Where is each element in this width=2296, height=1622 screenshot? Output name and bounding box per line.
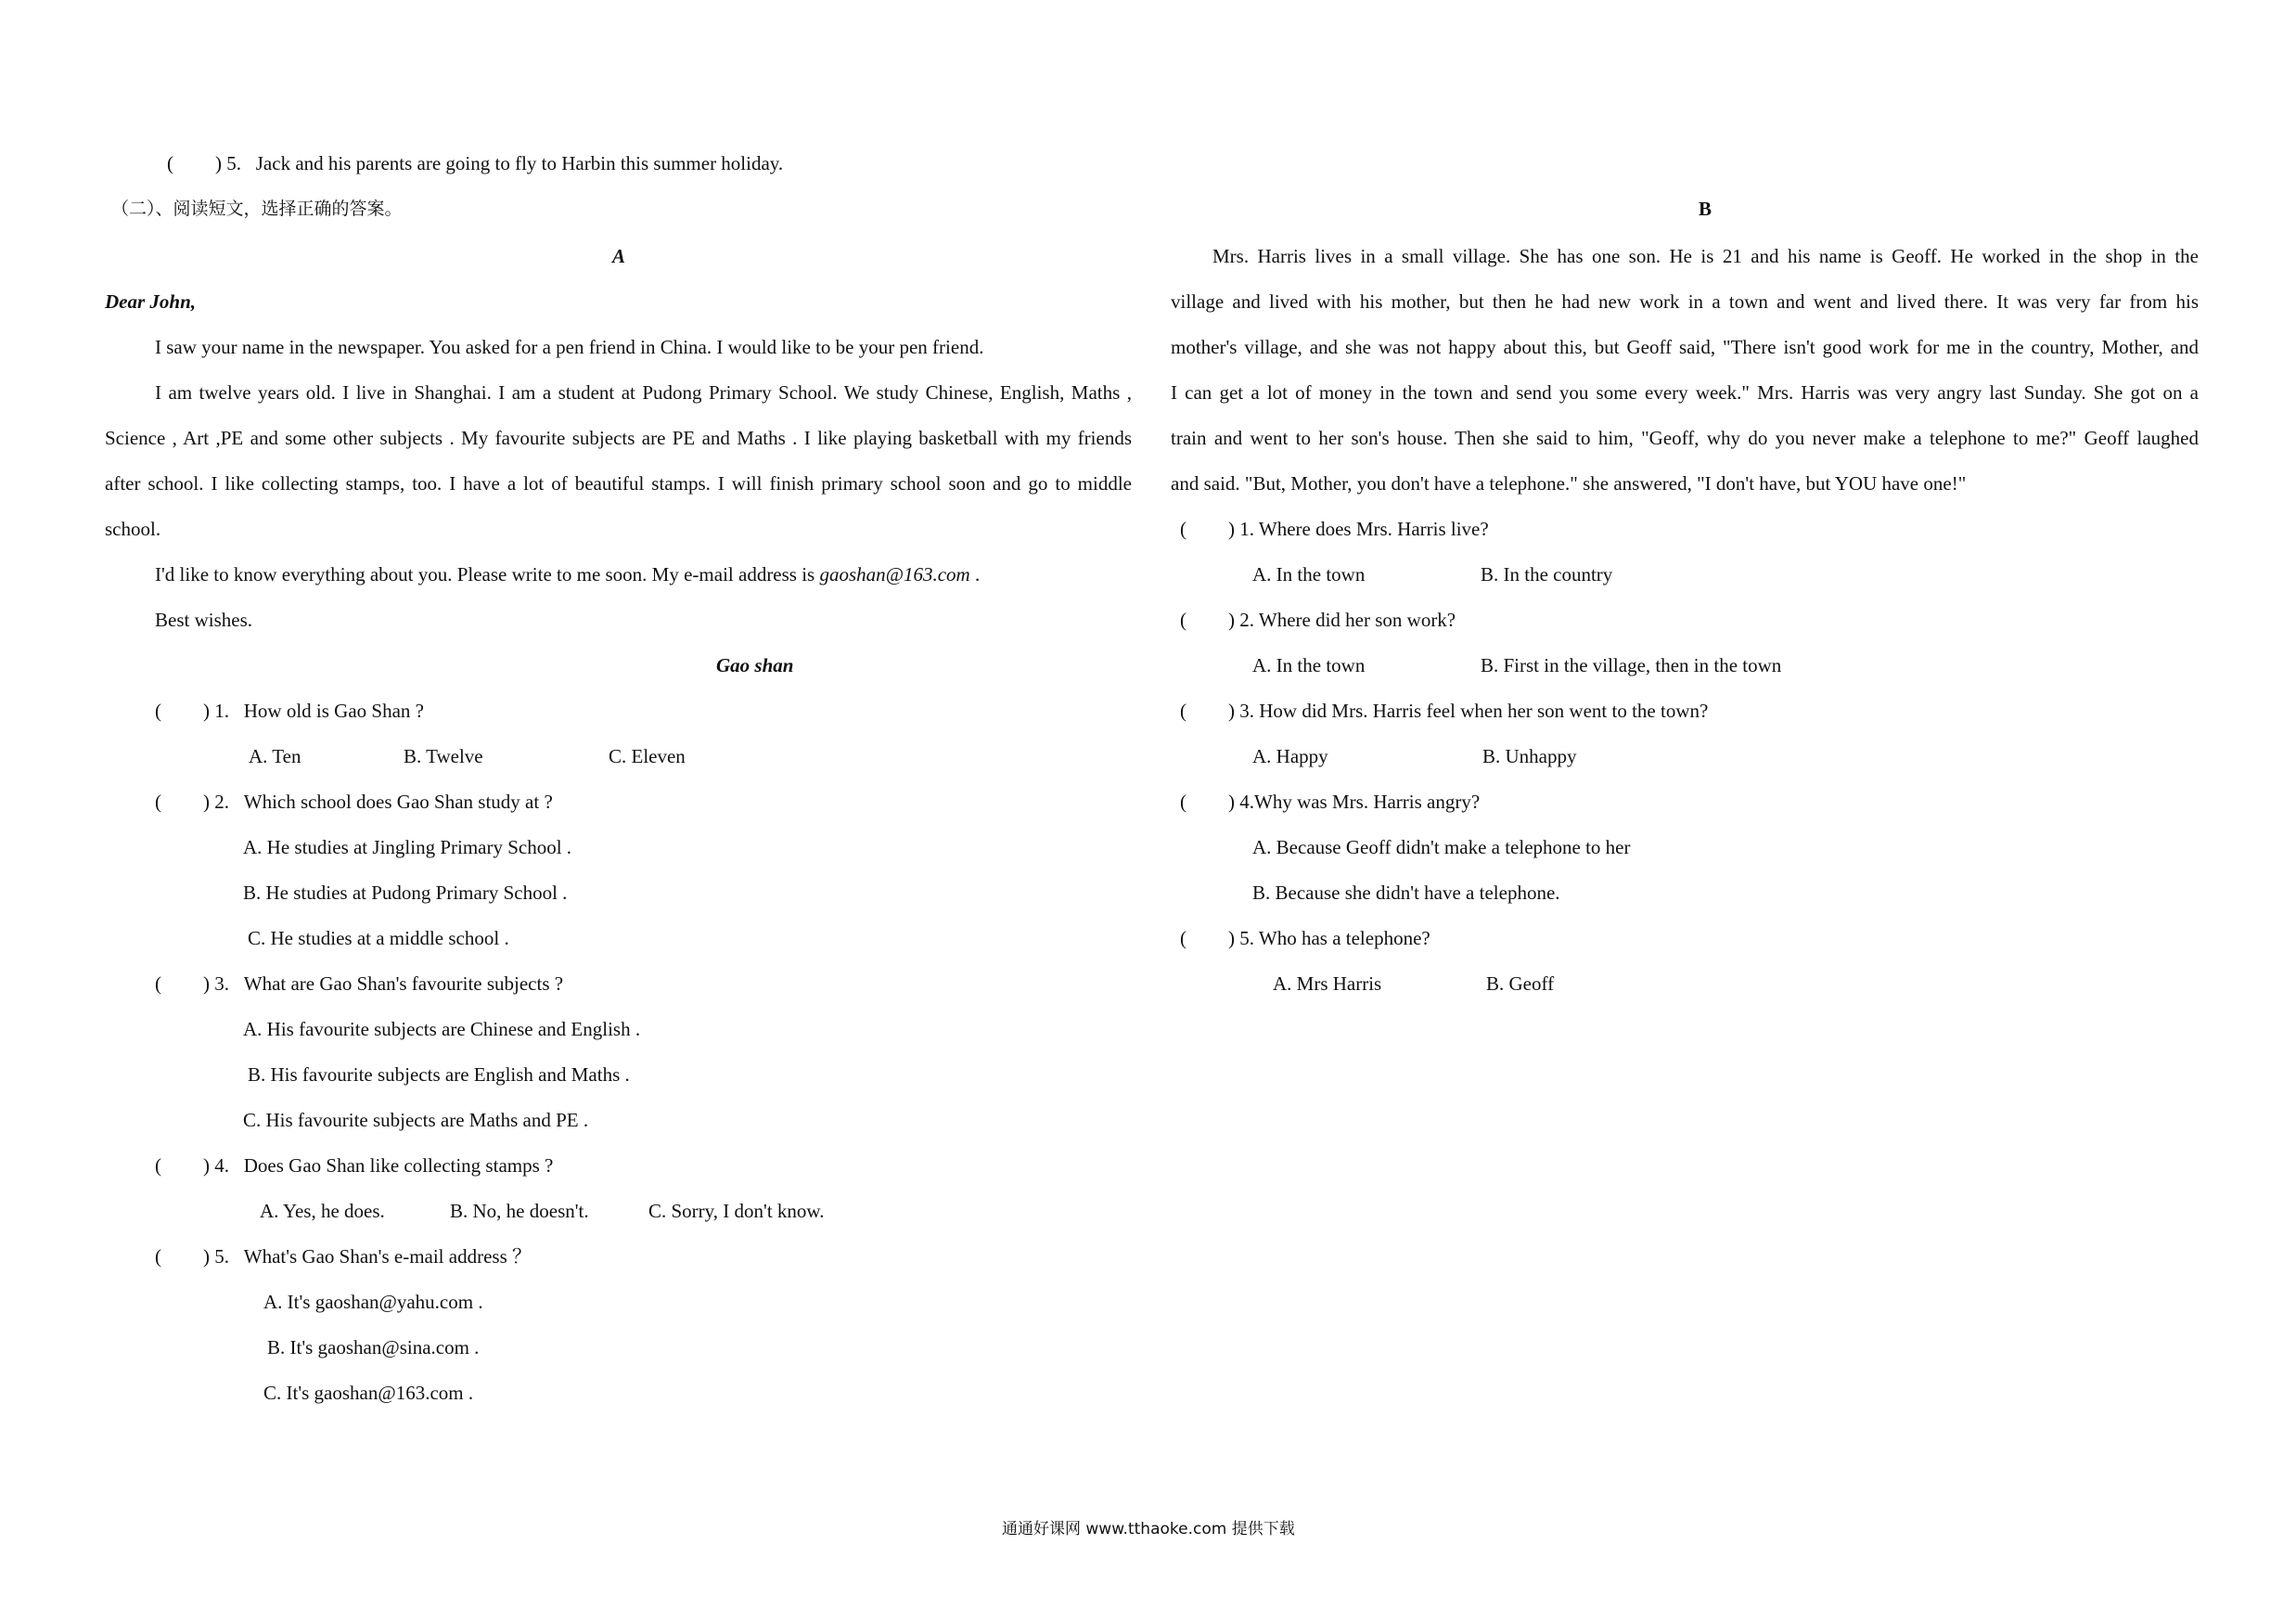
option-b: B. In the country	[1481, 563, 1613, 586]
option-b: B. Geoff	[1486, 972, 1555, 995]
passage-a-line: I saw your name in the newspaper. You asked for a pen friend in China. I would like to be your pen friend.	[155, 336, 984, 358]
question-number: ) 2.	[1228, 609, 1254, 631]
option-b: B. Unhappy	[1482, 745, 1577, 767]
question-number: ) 3.	[1228, 700, 1254, 722]
question-text: Which school does Gao Shan study at ?	[243, 791, 553, 813]
question-text: Where did her son work?	[1258, 609, 1456, 631]
answer-bracket: (	[1180, 700, 1186, 722]
option-a: A. His favourite subjects are Chinese and English .	[243, 1018, 641, 1040]
question-text: Where does Mrs. Harris live?	[1258, 518, 1489, 540]
options-b2	[1252, 652, 1781, 678]
option-a: A. It's gaoshan@yahu.com .	[263, 1291, 483, 1313]
email-line	[155, 561, 980, 587]
answer-bracket: (	[1180, 927, 1186, 949]
passage-a-line: after school. I like collecting stamps, too. I have a lot of beautiful stamps. I will finish primary school soon and go to middle	[105, 472, 1132, 495]
option-a: A. Yes, he does.	[260, 1200, 385, 1222]
option-b: B. Because she didn't have a telephone.	[1252, 882, 1560, 904]
question-number: ) 4.	[1228, 791, 1254, 813]
question-text: What are Gao Shan's favourite subjects ?	[243, 972, 564, 995]
question-b1	[1180, 516, 1489, 542]
section-heading: （二）、阅读短文，选择正确的答案。	[111, 199, 403, 219]
passage-b-line: I can get a lot of money in the town and send you some every week." Mrs. Harris was very angry last Sunday. She got on a	[1171, 381, 2199, 404]
email-address: gaoshan@163.com	[819, 563, 970, 586]
options-a1	[249, 743, 686, 769]
option-c: C. Eleven	[609, 745, 686, 767]
option-a: A. Happy	[1252, 745, 1328, 767]
passage-a-line: Science , Art ,PE and some other subjects . My favourite subjects are PE and Maths . I like playing basketball with my friends	[105, 427, 1132, 449]
option-b: B. His favourite subjects are English and Maths .	[248, 1063, 630, 1086]
question-b3	[1180, 698, 1708, 724]
option-c: C. His favourite subjects are Maths and PE .	[243, 1109, 589, 1131]
question-number: ) 5.	[1228, 927, 1254, 949]
option-a: A. Because Geoff didn't make a telephone to her	[1252, 836, 1631, 858]
answer-bracket: (	[155, 1245, 161, 1268]
question-text: How did Mrs. Harris feel when her son went to the town?	[1259, 700, 1709, 722]
answer-bracket: (	[155, 972, 161, 995]
option-c: C. He studies at a middle school .	[248, 927, 509, 949]
answer-bracket: (	[155, 1154, 161, 1177]
passage-a-label: A	[612, 245, 626, 267]
passage-b-line: train and went to her son's house. Then she said to him, "Geoff, why do you never make a telephone to me?" Geoff laughed	[1171, 427, 2199, 449]
question-text: Does Gao Shan like collecting stamps ?	[243, 1154, 554, 1177]
option-c: C. Sorry, I don't know.	[648, 1200, 825, 1222]
passage-b-label: B	[1699, 198, 1712, 220]
answer-bracket: (	[155, 791, 161, 813]
question-number: ) 5.	[203, 1245, 229, 1268]
email-line-text: I'd like to know everything about you. Please write to me soon. My e-mail address is	[155, 563, 815, 586]
option-b: B. No, he doesn't.	[450, 1200, 589, 1222]
answer-bracket: (	[155, 700, 161, 722]
options-a4	[260, 1198, 824, 1224]
question-text: What's Gao Shan's e-mail address ？	[243, 1245, 532, 1268]
option-a: A. Mrs Harris	[1273, 972, 1382, 995]
question-number: ) 1.	[1228, 518, 1254, 540]
passage-b-line: village and lived with his mother, but then he had new work in a town and went and lived there. It was very far from his	[1171, 290, 2199, 313]
question-text: Jack and his parents are going to fly to Harbin this summer holiday.	[255, 152, 784, 174]
passage-b-line: Mrs. Harris lives in a small village. She has one son. He is 21 and his name is Geoff. He worked in the shop in the	[1212, 245, 2199, 267]
question-text: How old is Gao Shan ?	[243, 700, 424, 722]
option-a: A. In the town	[1252, 654, 1366, 676]
question-number: ) 5.	[215, 152, 241, 174]
question-a4	[155, 1152, 553, 1178]
question-number: ) 1.	[203, 700, 229, 722]
question-number: ) 3.	[203, 972, 229, 995]
option-a: A. He studies at Jingling Primary School .	[243, 836, 572, 858]
passage-b-line: and said. "But, Mother, you don't have a telephone." she answered, "I don't have, but YOU have one!"	[1171, 472, 1967, 495]
options-b1	[1252, 561, 1612, 587]
passage-a-line: school.	[105, 518, 161, 540]
option-b: B. Twelve	[404, 745, 483, 767]
question-number: ) 2.	[203, 791, 229, 813]
question-a3	[155, 971, 563, 997]
question-number: ) 4.	[203, 1154, 229, 1177]
question-a5	[155, 1243, 532, 1269]
question-b2	[1180, 607, 1456, 633]
option-a: A. In the town	[1252, 563, 1366, 586]
question-text: Why was Mrs. Harris angry?	[1254, 791, 1481, 813]
letter-signature: Gao shan	[716, 654, 794, 676]
option-a: A. Ten	[249, 745, 301, 767]
answer-bracket: (	[167, 152, 173, 174]
options-b3	[1252, 743, 1577, 769]
answer-bracket: (	[1180, 609, 1186, 631]
question-a1	[155, 698, 424, 724]
answer-bracket: (	[1180, 791, 1186, 813]
top-question-5	[167, 150, 783, 176]
question-a2	[155, 789, 553, 815]
answer-bracket: (	[1180, 518, 1186, 540]
question-b5	[1180, 925, 1430, 951]
email-line-end: .	[974, 563, 981, 586]
option-b: B. He studies at Pudong Primary School .	[243, 882, 568, 904]
passage-b-line: mother's village, and she was not happy about this, but Geoff said, "There isn't good work for me in the country, Mother, and	[1171, 336, 2199, 358]
letter-salutation: Dear John,	[105, 290, 197, 313]
question-b4	[1180, 789, 1480, 815]
question-text: Who has a telephone?	[1258, 927, 1430, 949]
option-b: B. First in the village, then in the town	[1481, 654, 1782, 676]
option-c: C. It's gaoshan@163.com .	[263, 1382, 474, 1404]
option-b: B. It's gaoshan@sina.com .	[267, 1336, 480, 1358]
letter-closing: Best wishes.	[155, 609, 252, 631]
options-b5	[1273, 971, 1554, 997]
footer-source: 通通好课网 www.tthaoke.com 提供下载	[1002, 1520, 1295, 1538]
passage-a-line: I am twelve years old. I live in Shanghai. I am a student at Pudong Primary School. We study Chinese, English, Maths ,	[155, 381, 1132, 404]
